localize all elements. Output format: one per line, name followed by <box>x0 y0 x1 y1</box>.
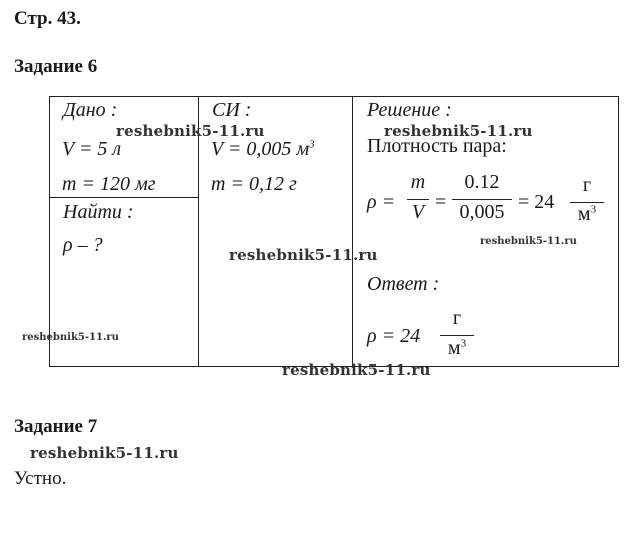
watermark: reshebnik5-11.ru <box>116 122 265 140</box>
answer-header: Ответ : <box>367 273 440 295</box>
watermark: reshebnik5-11.ru <box>30 444 179 462</box>
task7-title: Задание 7 <box>14 416 98 437</box>
given-mass: m = 120 мг <box>62 173 156 195</box>
formula-denominator: 0,005 <box>459 201 505 223</box>
page-header: Стр. 43. <box>14 8 81 29</box>
column-divider <box>352 97 353 366</box>
given-volume: V = 5 л <box>62 138 122 160</box>
answer-unit-num: г <box>452 307 462 329</box>
watermark: reshebnik5-11.ru <box>282 361 431 379</box>
formula-m: m <box>410 171 426 193</box>
find-header: Найти : <box>63 201 134 223</box>
formula-eq1: = <box>435 191 447 213</box>
si-mass: m = 0,12 г <box>211 173 297 195</box>
given-header: Дано : <box>63 99 118 121</box>
fraction-bar <box>407 199 429 200</box>
task6-title: Задание 6 <box>14 56 98 77</box>
fraction-bar <box>440 335 474 336</box>
formula-unit-num: г <box>582 174 592 196</box>
watermark: reshebnik5-11.ru <box>22 332 119 343</box>
si-header: СИ : <box>212 99 252 121</box>
formula-result: = 24 <box>518 191 555 213</box>
find-density: ρ – ? <box>63 234 103 256</box>
answer-unit-den: $м^3$ <box>447 337 467 359</box>
task7-text: Устно. <box>14 468 67 489</box>
formula-rho: ρ = <box>367 191 396 213</box>
watermark: reshebnik5-11.ru <box>384 122 533 140</box>
formula-numerator: 0.12 <box>464 171 500 193</box>
answer-value: ρ = 24 <box>367 325 421 347</box>
formula-V: V <box>411 201 425 223</box>
fraction-bar <box>452 199 512 200</box>
watermark: reshebnik5-11.ru <box>229 246 378 264</box>
formula-unit-den: $м^3$ <box>577 203 597 225</box>
si-volume: V = 0,005 $м^3$ <box>211 138 315 160</box>
solution-line: Плотность пара: <box>367 135 507 157</box>
row-divider <box>50 197 198 198</box>
solution-header: Решение : <box>367 99 452 121</box>
watermark: reshebnik5-11.ru <box>480 236 577 247</box>
